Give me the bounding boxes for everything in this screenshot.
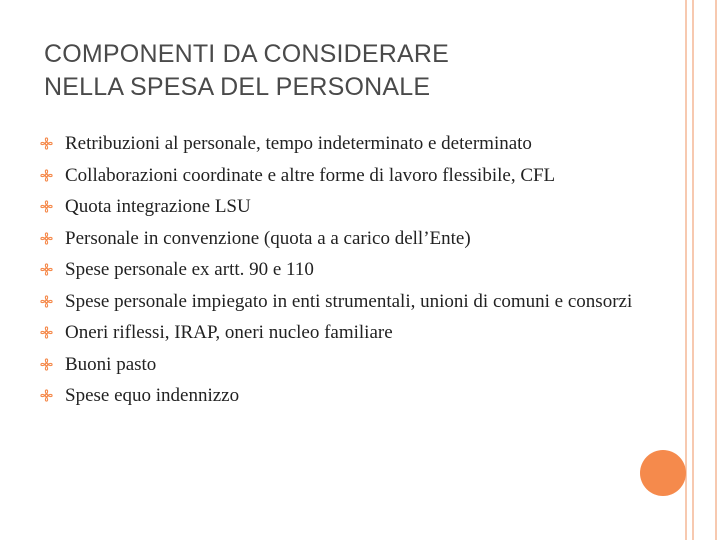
bullet-text: Buoni pasto bbox=[65, 353, 157, 375]
bullet-item bbox=[40, 288, 640, 316]
bullet-list bbox=[40, 130, 640, 414]
accent-circle bbox=[640, 450, 686, 496]
bullet-text: Oneri riflessi, IRAP, oneri nucleo familiare bbox=[65, 322, 393, 343]
ornament-flower-icon bbox=[40, 200, 53, 213]
bullet-text: Spese equo indennizzo bbox=[65, 385, 240, 406]
bullet-item bbox=[40, 130, 640, 158]
bullet-item bbox=[40, 225, 640, 253]
frame-line bbox=[715, 0, 717, 540]
title-line-1: COMPONENTI DA CONSIDERARE bbox=[44, 40, 450, 68]
ornament-flower-icon bbox=[40, 169, 53, 182]
ornament-flower-icon bbox=[40, 295, 53, 308]
title-line-2: NELLA SPESA DEL PERSONALE bbox=[44, 73, 431, 101]
ornament-flower-icon bbox=[40, 389, 53, 402]
ornament-flower-icon bbox=[40, 137, 53, 150]
bullet-text: Spese personale ex artt. 90 e 110 bbox=[65, 259, 314, 280]
bullet-item bbox=[40, 382, 640, 410]
frame-line bbox=[692, 0, 694, 540]
ornament-flower-icon bbox=[40, 358, 53, 371]
frame-line bbox=[685, 0, 687, 540]
bullet-text: Personale in convenzione (quota a a carico dell’Ente) bbox=[65, 227, 471, 249]
bullet-text: Retribuzioni al personale, tempo indeterminato e determinato bbox=[65, 133, 532, 154]
decorative-frame-lines bbox=[679, 0, 720, 540]
bullet-item bbox=[40, 256, 640, 284]
ornament-flower-icon bbox=[40, 263, 53, 276]
bullet-text: Spese personale impiegato in enti strumentali, unioni di comuni e consorzi bbox=[65, 290, 633, 312]
bullet-text: Collaborazioni coordinate e altre forme di lavoro flessibile, CFL bbox=[65, 164, 556, 186]
bullet-item bbox=[40, 319, 640, 347]
bullet-item bbox=[40, 193, 640, 221]
bullet-item bbox=[40, 162, 640, 190]
slide-title bbox=[44, 38, 644, 104]
ornament-flower-icon bbox=[40, 326, 53, 339]
bullet-item bbox=[40, 351, 640, 379]
ornament-flower-icon bbox=[40, 232, 53, 245]
bullet-text: Quota integrazione LSU bbox=[65, 196, 251, 217]
